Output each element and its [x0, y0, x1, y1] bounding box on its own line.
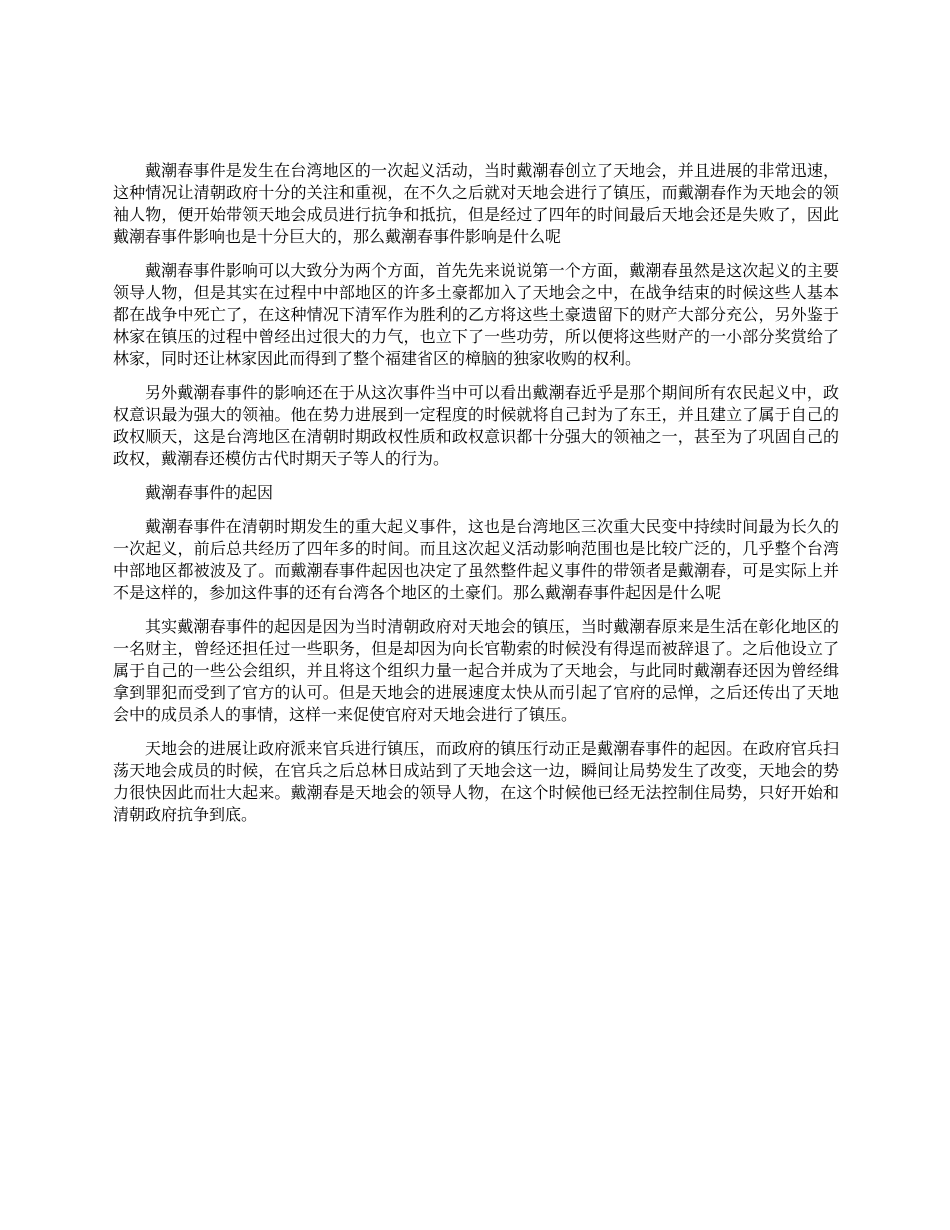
- paragraph-causes-overview: 戴潮春事件在清朝时期发生的重大起义事件，这也是台湾地区三次重大民变中持续时间最为长久的一次起义，前后总共经历了四年多的时间。而且这次起义活动影响范围也是比较广泛的，几乎整个台湾中部地区都被波及了。而戴潮春事件起因也决定了虽然整件起义事件的带领者是戴潮春，可是实际上并不是这样的，参加这件事的还有台湾各个地区的土豪们。那么戴潮春事件起因是什么呢: [113, 517, 839, 602]
- paragraph-intro: 戴潮春事件是发生在台湾地区的一次起义活动，当时戴潮春创立了天地会，并且进展的非常迅速，这种情况让清朝政府十分的关注和重视，在不久之后就对天地会进行了镇压，而戴潮春作为天地会的领袖人物，便开始带领天地会成员进行抗争和抵抗，但是经过了四年的时间最后天地会还是失败了，因此戴潮春事件影响也是十分巨大的，那么戴潮春事件影响是什么呢: [113, 161, 839, 246]
- paragraph-impact-part-two: 另外戴潮春事件的影响还在于从这次事件当中可以看出戴潮春近乎是那个期间所有农民起义中，政权意识最为强大的领袖。他在势力进展到一定程度的时候就将自己封为了东王，并且建立了属于自己的政权顺天，这是台湾地区在清朝时期政权性质和政权意识都十分强大的领袖之一，甚至为了巩固自己的政权，戴潮春还模仿古代时期天子等人的行为。: [113, 383, 839, 468]
- paragraph-causes-conclusion: 天地会的进展让政府派来官兵进行镇压，而政府的镇压行动正是戴潮春事件的起因。在政府官兵扫荡天地会成员的时候，在官兵之后总林日成站到了天地会这一边，瞬间让局势发生了改变，天地会的势力很快因此而壮大起来。戴潮春是天地会的领导人物，在这个时候他已经无法控制住局势，只好开始和清朝政府抗争到底。: [113, 739, 839, 824]
- paragraph-causes-detail: 其实戴潮春事件的起因是因为当时清朝政府对天地会的镇压，当时戴潮春原来是生活在彰化地区的一名财主，曾经还担任过一些职务，但是却因为向长官勒索的时候没有得逞而被辞退了。之后他设立了属于自己的一些公会组织，并且将这个组织力量一起合并成为了天地会，与此同时戴潮春还因为曾经缉拿到罪犯而受到了官方的认可。但是天地会的进展速度太快从而引起了官府的忌惮，之后还传出了天地会中的成员杀人的事情，这样一来促使官府对天地会进行了镇压。: [113, 617, 839, 724]
- document-body: [113, 160, 839, 838]
- section-heading-causes: 戴潮春事件的起因: [145, 483, 274, 502]
- paragraph-impact-part-one: 戴潮春事件影响可以大致分为两个方面，首先先来说说第一个方面，戴潮春虽然是这次起义的主要领导人物，但是其实在过程中中部地区的许多土豪都加入了天地会之中，在战争结束的时候这些人基本都在战争中死亡了，在这种情况下清军作为胜利的乙方将这些土豪遗留下的财产大部分充公，另外鉴于林家在镇压的过程中曾经出过很大的力气，也立下了一些功劳，所以便将这些财产的一小部分奖赏给了林家，同时还让林家因此而得到了整个福建省区的樟脑的独家收购的权利。: [113, 261, 839, 368]
